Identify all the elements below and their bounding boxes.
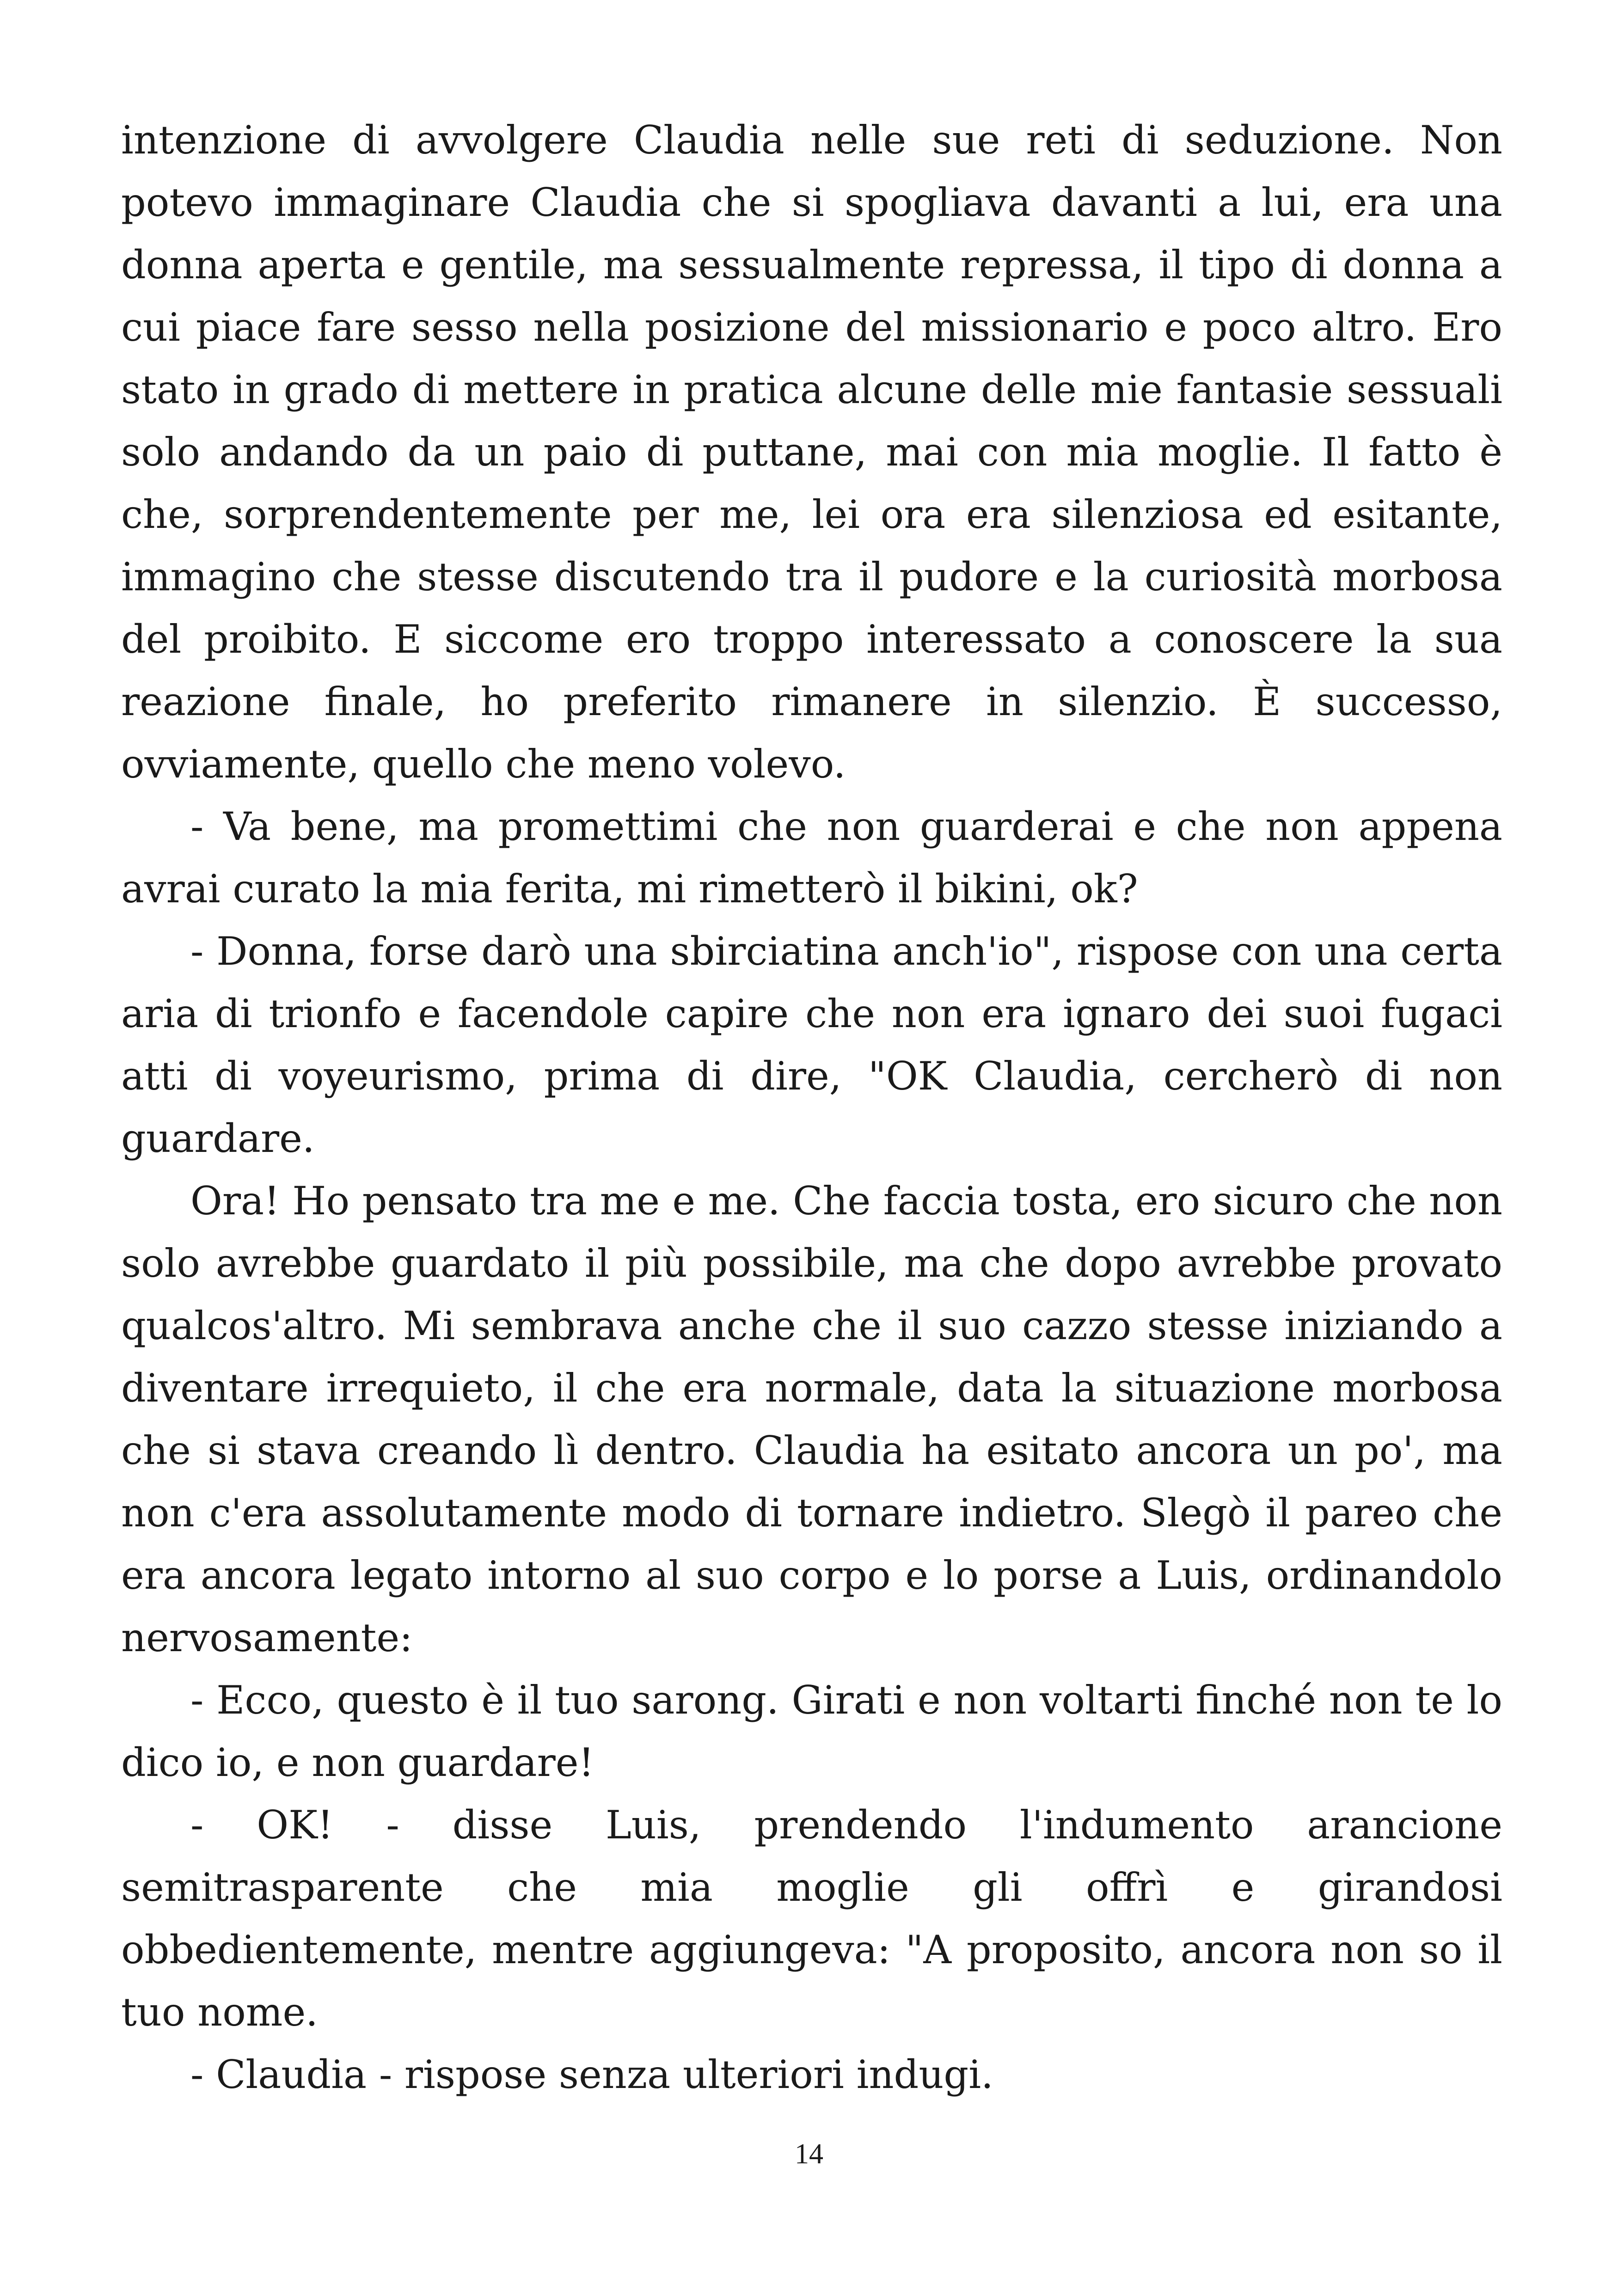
paragraph-dialogue: - Va bene, ma promettimi che non guarderai e che non appena avrai curato la mia ferita, mi rimetterò il bikini, ok? [121, 804, 1502, 912]
paragraph-dialogue: - OK! - disse Luis, prendendo l'indumento arancione semitrasparente che mia moglie gli offrì e girandosi obbedientemente, mentre aggiungeva: "A proposito, ancora non so il tuo nome. [121, 1802, 1502, 2035]
page-number: 14 [795, 2138, 823, 2170]
paragraph-continuation: intenzione di avvolgere Claudia nelle sue reti di seduzione. Non potevo immaginare Claudia che si spogliava davanti a lui, era una donna aperta e gentile, ma sessualmente repressa, il tipo di donna a cui piace fare sesso nella posizione del missionario e poco altro. Ero stato in grado di mettere in pratica alcune delle mie fantasie sessuali solo andando da un paio di puttane, mai con mia moglie. Il fatto è che, sorprendentemente per me, lei ora era silenziosa ed esitante, immagino che stesse discutendo tra il pudore e la curiosità morbosa del proibito. E siccome ero troppo interessato a conoscere la sua reazione finale, ho preferito rimanere in silenzio. È successo, ovviamente, quello che meno volevo. [121, 117, 1502, 787]
paragraph-dialogue: - Ecco, questo è il tuo sarong. Girati e non voltarti finché non te lo dico io, e non guardare! [121, 1678, 1502, 1785]
paragraph-dialogue: - Donna, forse darò una sbirciatina anch'io", rispose con una certa aria di trionfo e facendole capire che non era ignaro dei suoi fugaci atti di voyeurismo, prima di dire, "OK Claudia, cercherò di non guardare. [121, 929, 1502, 1161]
paragraph-dialogue: - Claudia - rispose senza ulteriori indugi. [190, 2052, 993, 2097]
paragraph-narration: Ora! Ho pensato tra me e me. Che faccia tosta, ero sicuro che non solo avrebbe guardato il più possibile, ma che dopo avrebbe provato qualcos'altro. Mi sembrava anche che il suo cazzo stesse iniziando a diventare irrequieto, il che era normale, data la situazione morbosa che si stava creando lì dentro. Claudia ha esitato ancora un po', ma non c'era assolutamente modo di tornare indietro. Slegò il pareo che era ancora legato intorno al suo corpo e lo porse a Luis, ordinandolo nervosamente: [121, 1178, 1502, 1660]
body-text [121, 109, 1502, 2106]
